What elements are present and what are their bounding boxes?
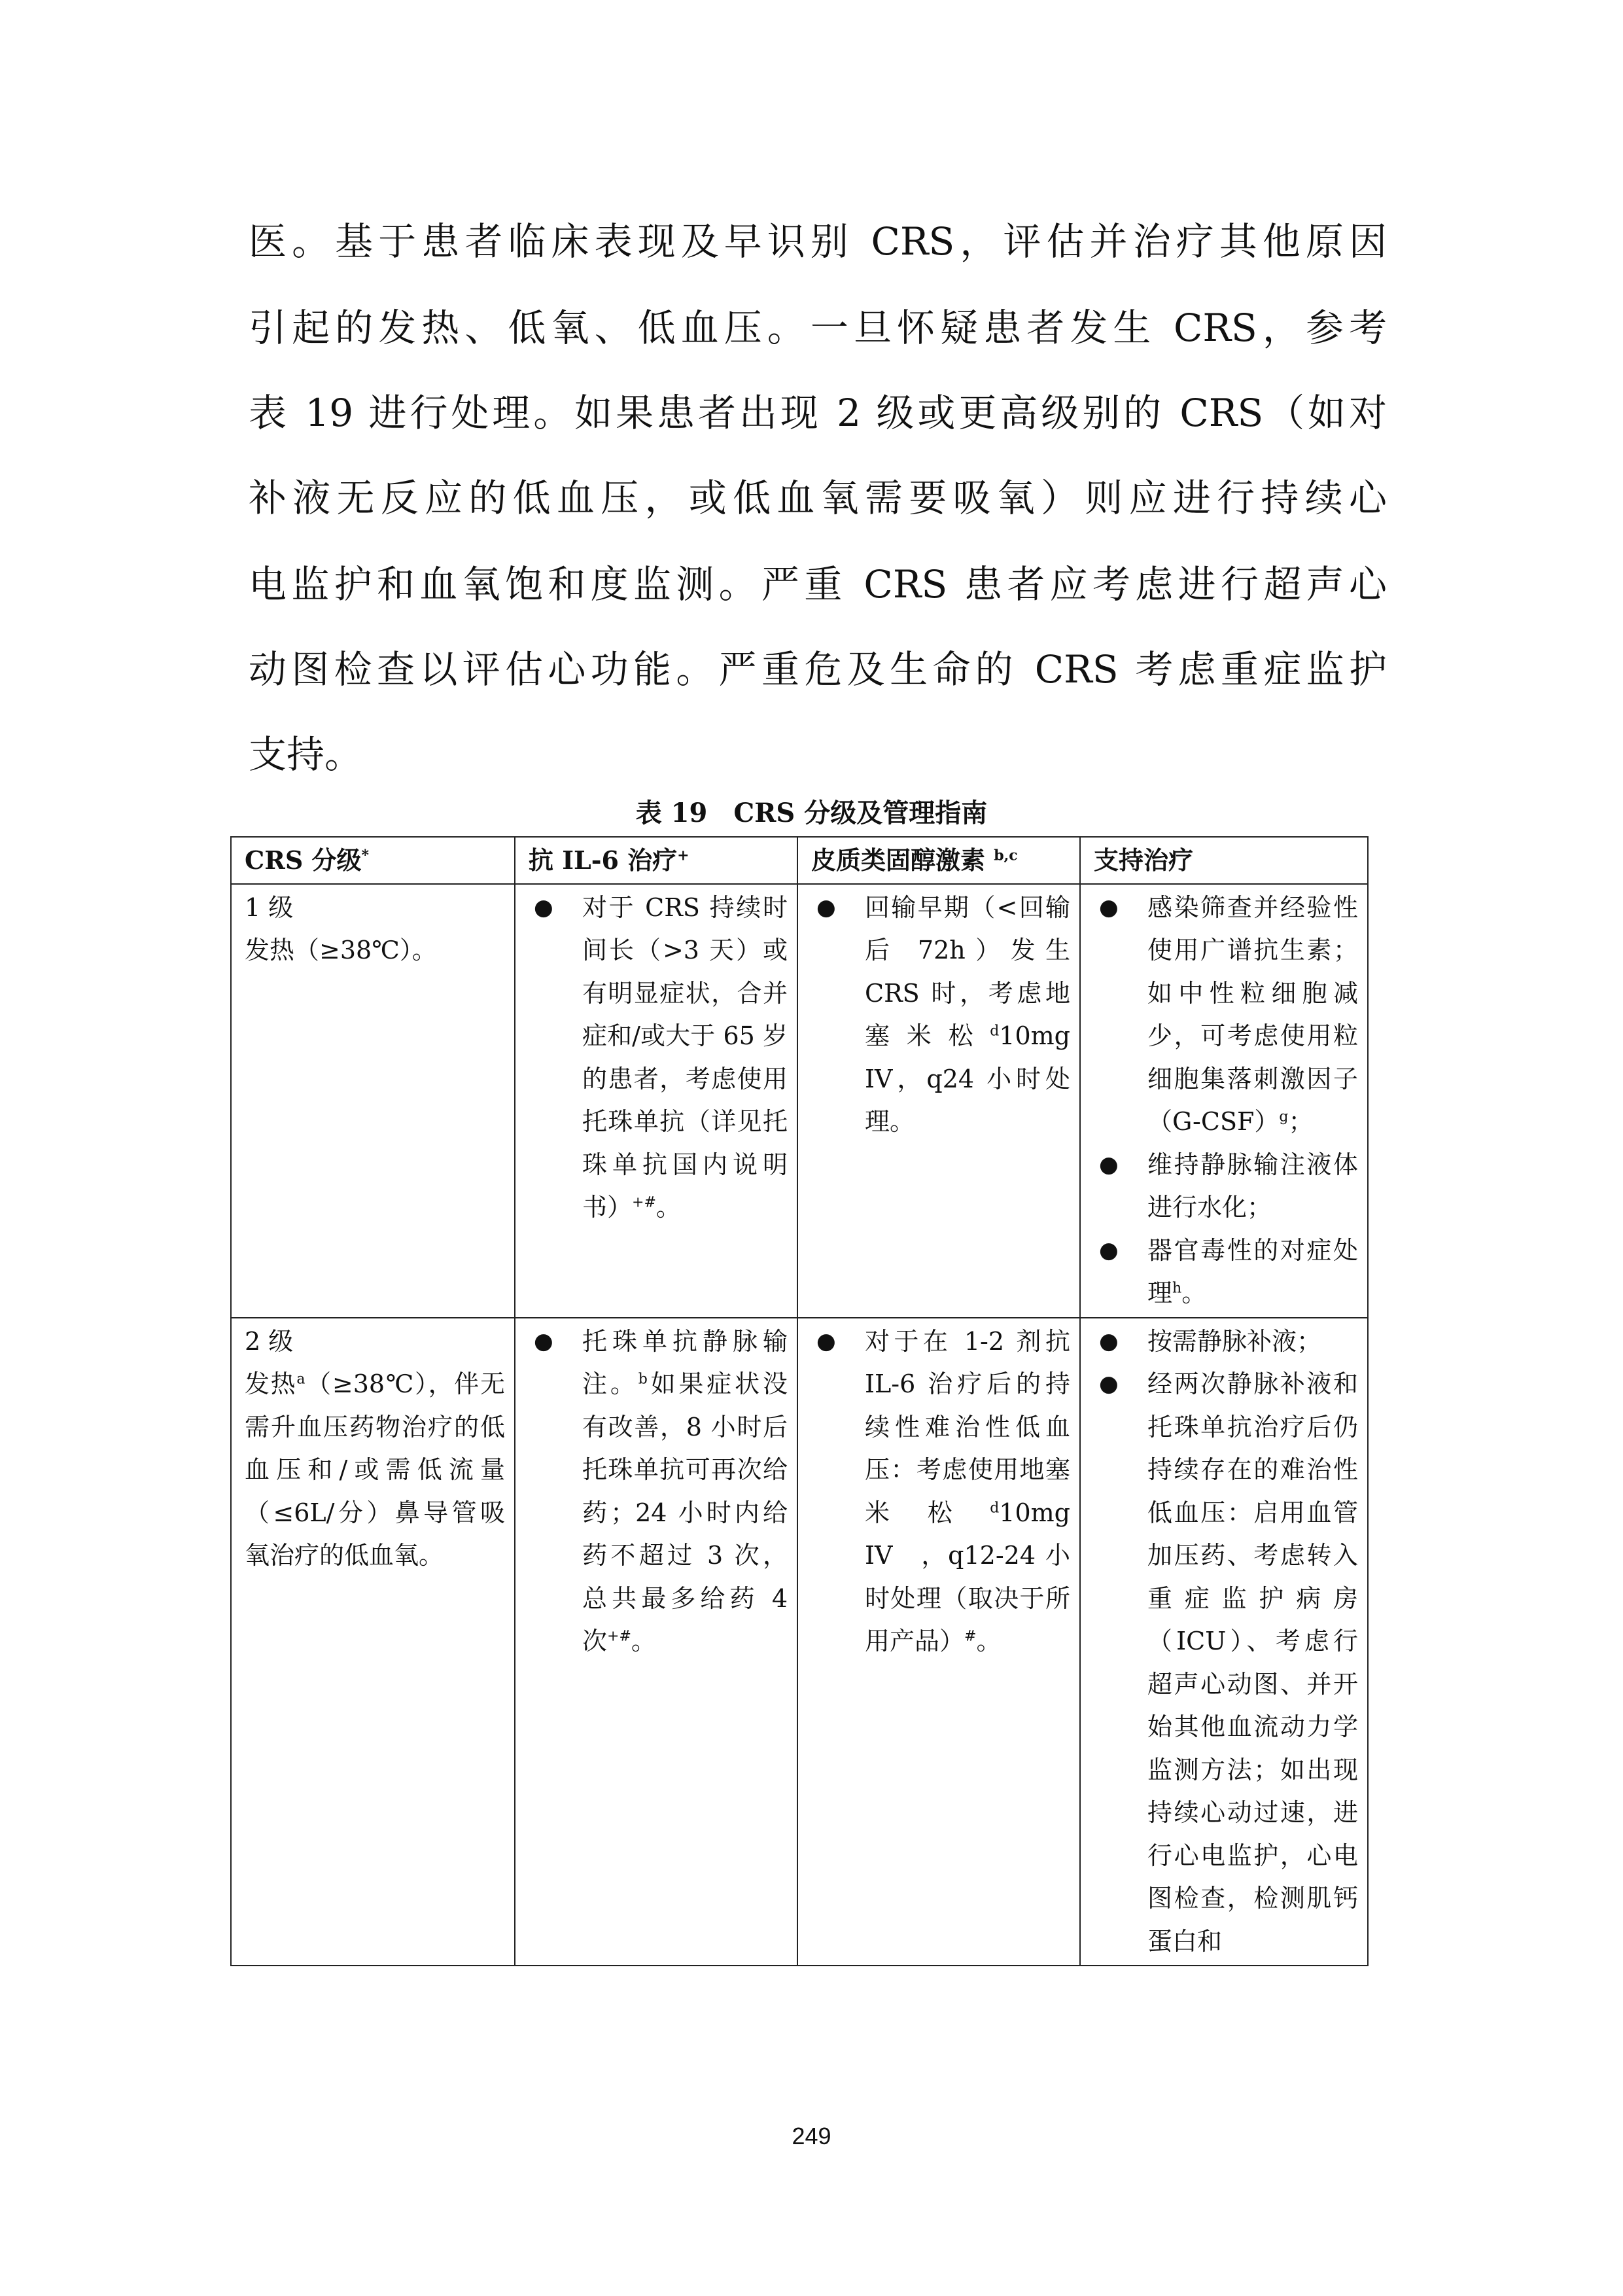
paragraph-line: 引起的发热、低氧、低血压。一旦怀疑患者发生 CRS，参考 (249, 306, 1387, 350)
grade-cell (231, 1318, 515, 1966)
page-number: 249 (792, 2123, 831, 2149)
paragraph-line: 补液无反应的低血压，或低血氧需要吸氧）则应进行持续心 (249, 476, 1387, 520)
table-row-grade-1 (231, 884, 1368, 1318)
grade-title: 2 级 (245, 1326, 294, 1356)
bullet-icon: ● (1099, 1328, 1119, 1354)
list-item: ● 托珠单抗静脉输注。$^b$如果症状没有改善，8 小时后托珠单抗可再次给药；24 小时内给药不超过 3 次，总共最多给药 4 次+#。 (529, 1320, 788, 1663)
list-item: ● 感染筛查并经验性使用广谱抗生素；如中性粒细胞减少，可考虑使用粒细胞集落刺激因子$(G-CSF)^g$； (1094, 887, 1358, 1144)
grade-description: 发热（≥38℃）。 (245, 936, 437, 964)
crs-management-table (230, 836, 1369, 1966)
table-header-row (231, 837, 1368, 884)
bullet-icon: ● (1099, 1371, 1119, 1397)
bullet-icon: ● (534, 1328, 553, 1354)
bullet-icon: ● (816, 1328, 836, 1354)
table-caption: 表 19 CRS 分级及管理指南 (635, 798, 988, 828)
list-item: ● 对于 CRS 持续时间长（>3 天）或有明显症状，合并症和/或大于 65 岁的患者，考虑使用托珠单抗（详见托珠单抗国内说明书）+#。 (529, 887, 788, 1229)
list-item: ● 对于在 1-2 剂抗 IL-6 治疗后的持续性难治性低血压：考虑使用地塞米松$^d$10mg IV ，q12-24 小时处理（取决于所用产品）#。 (811, 1320, 1070, 1663)
bullet-icon: ● (1099, 1237, 1119, 1263)
bullet-icon: ● (1099, 1151, 1119, 1178)
table-row-grade-2 (231, 1318, 1368, 1966)
steroid-cell (797, 884, 1080, 1318)
header-steroid: 皮质类固醇激素 $^{b,c}$ (797, 837, 1080, 884)
list-item: ● 器官毒性的对症处理$^h$。 (1094, 1229, 1358, 1315)
grade-description: 发热$^a$（≥38℃），伴无需升血压药物治疗的低血压和/或需低流量（≤6L/分）鼻导管吸氧治疗的低血氧。 (245, 1369, 505, 1570)
paragraph-line: 支持。 (249, 732, 363, 777)
list-item: ● 回输早期（<回输后 72h）发生 CRS 时，考虑地塞米松$^d$10mg IV，q24 小时处理。 (811, 887, 1070, 1144)
steroid-cell (797, 1318, 1096, 1966)
header-support: 支持治疗 (1080, 837, 1368, 884)
list-item: ● 经两次静脉补液和托珠单抗治疗后仍持续存在的难治性低血压：启用血管加压药、考虑转入重症监护病房（ICU）、考虑行超声心动图、并开始其他血流动力学监测方法；如出现持续心动过速，进行心电监护，心电图检查，检测肌钙蛋白和 (1094, 1363, 1358, 1963)
il6-cell (515, 884, 797, 1318)
bullet-icon: ● (816, 894, 836, 921)
paragraph-line: 电监护和血氧饱和度监测。严重 CRS 患者应考虑进行超声心 (249, 562, 1387, 607)
list-item: ● 维持静脉输注液体进行水化； (1094, 1144, 1358, 1229)
support-cell (1080, 1318, 1368, 1966)
il6-cell (515, 1318, 797, 1966)
paragraph-line: 医。基于患者临床表现及早识别 CRS，评估并治疗其他原因 (249, 219, 1387, 264)
paragraph-line: 表 19 进行处理。如果患者出现 2 级或更高级别的 CRS（如对 (249, 391, 1387, 435)
header-il6: 抗 IL-6 治疗+ (515, 837, 797, 884)
bullet-icon: ● (534, 894, 553, 921)
support-cell (1080, 884, 1368, 1318)
grade-cell (231, 884, 515, 1318)
grade-title: 1 级 (245, 892, 294, 922)
bullet-icon: ● (1099, 894, 1119, 921)
paragraph-line: 动图检查以评估心功能。严重危及生命的 CRS 考虑重症监护 (249, 647, 1387, 692)
list-item: ● 按需静脉补液； (1094, 1320, 1358, 1364)
header-grade: CRS 分级* (231, 837, 515, 884)
